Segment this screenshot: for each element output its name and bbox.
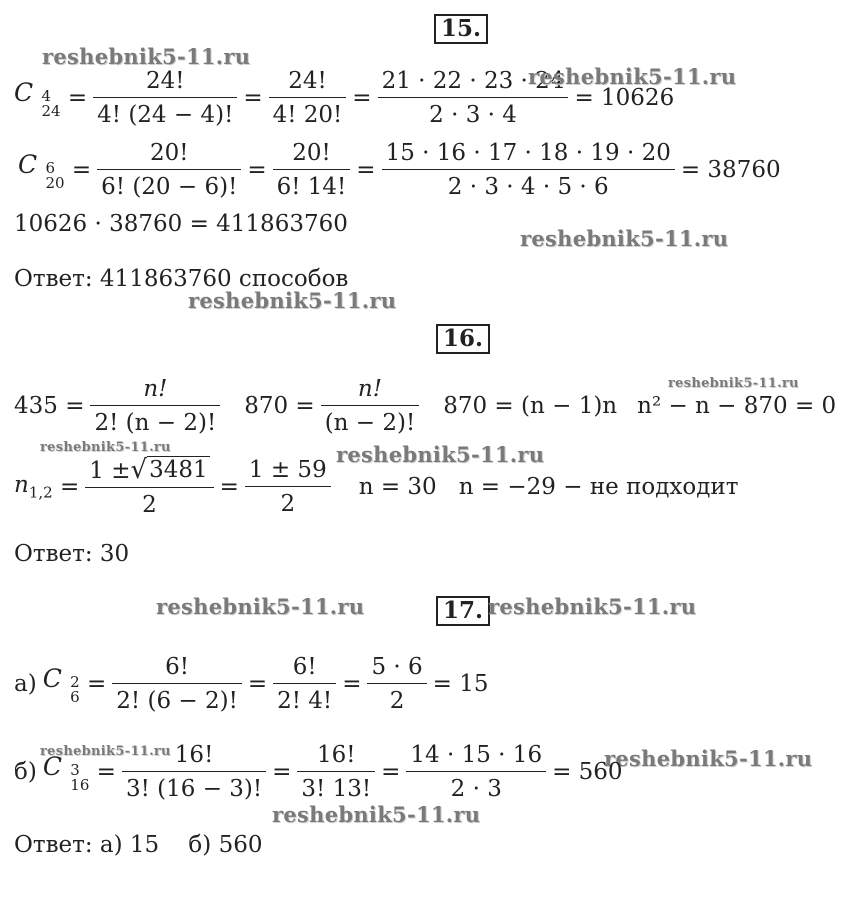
fraction: $\frac{20!}{6! (20 - 6)!}$ [97,140,241,200]
fraction: $\frac{6!}{2! (6 - 2)!}$ [112,654,242,714]
fraction: $\frac{16!}{3! (16 - 3)!}$ [122,742,266,802]
fraction: $\frac{20!}{6! 14!}$ [273,140,351,200]
fraction: $\frac{6!}{2! 4!}$ [273,654,336,714]
formula-c20-6: C 6 20 = $\frac{20!}{6! (20 - 6)!}$ = $\frac{20!}{6! 14!}$ = $\frac{15 \cdot 16 \cdot 17 \cdot 18 \cdot 19 \cdot 20}{2 \cdot 3 \cdot 4 \cdot 5 \cdot 6}$ = 38760 [18,140,781,200]
fraction: $\frac{24!}{4! (24 - 4)!}$ [93,68,237,128]
formula-17b: б) C 3 16 = $\frac{16!}{3! (16 - 3)!}$ = $\frac{16!}{3! 13!}$ = $\frac{14 \cdot 15 \cdot 16}{2 \cdot 3}$ = 560 [14,742,623,802]
combination-symbol: C 3 16 [42,751,90,794]
answer-16: Ответ: 30 [14,541,130,567]
fraction: $\frac{n!}{(n - 2)!}$ [321,376,420,436]
fraction: 1 ± √ 3481 2 [85,456,213,518]
watermark: reshebnik5-11.ru [604,746,813,771]
watermark: reshebnik5-11.ru [40,440,171,455]
fraction: $\frac{15 \cdot 16 \cdot 17 \cdot 18 \cdot 19 \cdot 20}{2 \cdot 3 \cdot 4 \cdot 5 \cdot 6}$ [382,140,675,200]
combination-symbol: C 6 20 [18,149,65,192]
problem-number-15: 15. [434,14,488,44]
combination-symbol: C 4 24 [14,77,61,120]
fraction: $\frac{21 \cdot 22 \cdot 23 \cdot 24}{2 \cdot 3 \cdot 4}$ [378,68,569,128]
problem-number-16: 16. [436,324,490,354]
watermark: reshebnik5-11.ru [336,442,545,467]
formula-17a: а) C 2 6 = $\frac{6!}{2! (6 - 2)!}$ = $\frac{6!}{2! 4!}$ = $\frac{5 \cdot 6}{2}$ = 15 [14,654,489,714]
watermark: reshebnik5-11.ru [42,44,251,69]
combination-symbol: C 2 6 [42,663,80,706]
fraction: $\frac{14 \cdot 15 \cdot 16}{2 \cdot 3}$ [406,742,546,802]
watermark: reshebnik5-11.ru [668,376,799,391]
fraction: $\frac{n!}{2! (n - 2)!}$ [90,376,220,436]
fraction: $\frac{24!}{4! 20!}$ [269,68,347,128]
watermark: reshebnik5-11.ru [488,594,697,619]
watermark: reshebnik5-11.ru [188,288,397,313]
fraction: $\frac{1 \pm 59}{2}$ [245,457,331,517]
fraction: $\frac{5 \cdot 6}{2}$ [367,654,426,714]
watermark: reshebnik5-11.ru [40,744,171,759]
watermark: reshebnik5-11.ru [528,64,737,89]
watermark: reshebnik5-11.ru [520,226,729,251]
formula-c24-4: C 4 24 = $\frac{24!}{4! (24 - 4)!}$ = $\frac{24!}{4! 20!}$ = $\frac{21 \cdot 22 \cdot 23 \cdot 24}{2 \cdot 3 \cdot 4}$ = 10626 [14,68,675,128]
sqrt: √ 3481 [130,455,208,485]
answer-17: Ответ: а) 15 б) 560 [14,832,263,858]
watermark: reshebnik5-11.ru [156,594,365,619]
equations-16: 435 = $\frac{n!}{2! (n - 2)!}$ 870 = $\frac{n!}{(n - 2)!}$ 870 = (n − 1)n n² − n − 870 = 0 [14,376,837,436]
fraction: $\frac{16!}{3! 13!}$ [297,742,375,802]
product-line: 10626 · 38760 = 411863760 [14,211,348,237]
watermark: reshebnik5-11.ru [272,802,481,827]
problem-number-17: 17. [436,596,490,626]
answer-15: Ответ: 411863760 способов [14,266,349,292]
roots-16: $n_{1,2}$ = 1 ± √ 3481 2 = $\frac{1 \pm 59}{2}$ n = 30 n = −29 − не подходит [14,455,739,518]
